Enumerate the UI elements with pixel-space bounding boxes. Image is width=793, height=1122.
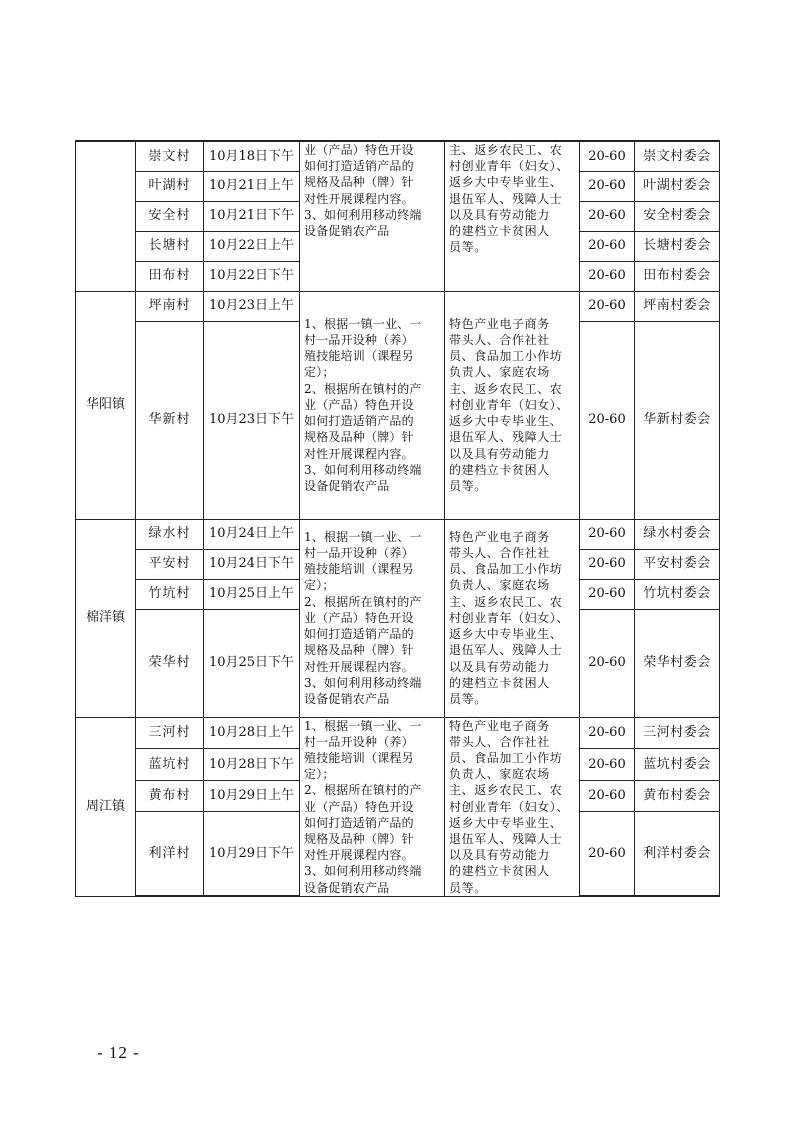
time-cell: 10月21日上午 [204, 171, 300, 201]
time-cell: 10月24日上午 [204, 519, 300, 549]
host-unit-cell: 利洋村委会 [635, 812, 720, 896]
training-schedule-table [75, 140, 720, 897]
village-cell: 黄布村 [136, 780, 204, 812]
participant-count-cell: 20-60 [580, 231, 635, 261]
host-unit-cell: 三河村委会 [635, 717, 720, 749]
town-cell: 棉洋镇 [76, 519, 136, 717]
participant-count-cell: 20-60 [580, 291, 635, 321]
host-unit-cell: 绿水村委会 [635, 519, 720, 549]
village-cell: 长塘村 [136, 231, 204, 261]
host-unit-cell: 田布村委会 [635, 261, 720, 291]
course-content-cell: 业（产品）特色开设 如何打造适销产品的 规格及品种（牌）针 对性开展课程内容。 3、如何利用移动终端 设备促销农产品 [300, 141, 445, 291]
participant-count-cell: 20-60 [580, 579, 635, 609]
village-cell: 叶湖村 [136, 171, 204, 201]
participant-count-cell: 20-60 [580, 812, 635, 896]
village-cell: 绿水村 [136, 519, 204, 549]
participant-count-cell: 20-60 [580, 201, 635, 231]
time-cell: 10月24日下午 [204, 549, 300, 579]
village-cell: 三河村 [136, 717, 204, 749]
host-unit-cell: 崇文村委会 [635, 141, 720, 171]
time-cell: 10月22日下午 [204, 261, 300, 291]
target-audience-cell: 特色产业电子商务 带头人、合作社社 员、食品加工小作坊 负责人、家庭农场 主、返乡农民工、农 村创业青年（妇女）、 返乡大中专毕业生、 退伍军人、残障人士 以及具有劳动能力 的建档立卡贫困人 员等。 [445, 717, 580, 896]
course-content-cell: 1、根据一镇一业、一 村一品开设种（养） 殖技能培训（课程另 定）； 2、根据所在镇村的产 业（产品）特色开设 如何打造适销产品的 规格及品种（牌）针 对性开展课程内容。 3、如何利用移动终端 设备促销农产品 [300, 519, 445, 717]
town-cell [76, 141, 136, 291]
target-audience-cell: 特色产业电子商务 带头人、合作社社 员、食品加工小作坊 负责人、家庭农场 主、返乡农民工、农 村创业青年（妇女）、 返乡大中专毕业生、 退伍军人、残障人士 以及具有劳动能力 的建档立卡贫困人 员等。 [445, 291, 580, 519]
participant-count-cell: 20-60 [580, 609, 635, 717]
host-unit-cell: 黄布村委会 [635, 780, 720, 812]
village-cell: 田布村 [136, 261, 204, 291]
time-cell: 10月29日下午 [204, 812, 300, 896]
table-row [76, 717, 720, 749]
time-cell: 10月23日下午 [204, 321, 300, 519]
table-row [76, 519, 720, 549]
time-cell: 10月29日上午 [204, 780, 300, 812]
course-content-cell: 1、根据一镇一业、一 村一品开设种（养） 殖技能培训（课程另 定）； 2、根据所在镇村的产 业（产品）特色开设 如何打造适销产品的 规格及品种（牌）针 对性开展课程内容。 3、如何利用移动终端 设备促销农产品 [300, 717, 445, 896]
village-cell: 竹坑村 [136, 579, 204, 609]
village-cell: 蓝坑村 [136, 749, 204, 781]
village-cell: 华新村 [136, 321, 204, 519]
participant-count-cell: 20-60 [580, 141, 635, 171]
time-cell: 10月25日下午 [204, 609, 300, 717]
table-row [76, 141, 720, 171]
participant-count-cell: 20-60 [580, 171, 635, 201]
page-number: - 12 - [97, 1043, 140, 1062]
host-unit-cell: 坪南村委会 [635, 291, 720, 321]
participant-count-cell: 20-60 [580, 549, 635, 579]
time-cell: 10月18日下午 [204, 141, 300, 171]
village-cell: 崇文村 [136, 141, 204, 171]
host-unit-cell: 平安村委会 [635, 549, 720, 579]
time-cell: 10月22日上午 [204, 231, 300, 261]
village-cell: 坪南村 [136, 291, 204, 321]
participant-count-cell: 20-60 [580, 321, 635, 519]
time-cell: 10月21日下午 [204, 201, 300, 231]
host-unit-cell: 竹坑村委会 [635, 579, 720, 609]
participant-count-cell: 20-60 [580, 717, 635, 749]
course-content-cell: 1、根据一镇一业、一 村一品开设种（养） 殖技能培训（课程另 定）； 2、根据所在镇村的产 业（产品）特色开设 如何打造适销产品的 规格及品种（牌）针 对性开展课程内容。 3、如何利用移动终端 设备促销农产品 [300, 291, 445, 519]
town-cell: 华阳镇 [76, 291, 136, 519]
host-unit-cell: 叶湖村委会 [635, 171, 720, 201]
time-cell: 10月28日上午 [204, 717, 300, 749]
host-unit-cell: 安全村委会 [635, 201, 720, 231]
target-audience-cell: 特色产业电子商务 带头人、合作社社 员、食品加工小作坊 负责人、家庭农场 主、返乡农民工、农 村创业青年（妇女）、 返乡大中专毕业生、 退伍军人、残障人士 以及具有劳动能力 的建档立卡贫困人 员等。 [445, 519, 580, 717]
host-unit-cell: 蓝坑村委会 [635, 749, 720, 781]
host-unit-cell: 长塘村委会 [635, 231, 720, 261]
host-unit-cell: 华新村委会 [635, 321, 720, 519]
participant-count-cell: 20-60 [580, 780, 635, 812]
host-unit-cell: 荣华村委会 [635, 609, 720, 717]
village-cell: 荣华村 [136, 609, 204, 717]
village-cell: 利洋村 [136, 812, 204, 896]
village-cell: 平安村 [136, 549, 204, 579]
time-cell: 10月25日上午 [204, 579, 300, 609]
village-cell: 安全村 [136, 201, 204, 231]
table-row [76, 291, 720, 321]
participant-count-cell: 20-60 [580, 519, 635, 549]
time-cell: 10月28日下午 [204, 749, 300, 781]
target-audience-cell: 主、返乡农民工、农 村创业青年（妇女）、 返乡大中专毕业生、 退伍军人、残障人士 以及具有劳动能力 的建档立卡贫困人 员等。 [445, 141, 580, 291]
time-cell: 10月23日上午 [204, 291, 300, 321]
town-cell: 周江镇 [76, 717, 136, 896]
participant-count-cell: 20-60 [580, 261, 635, 291]
participant-count-cell: 20-60 [580, 749, 635, 781]
